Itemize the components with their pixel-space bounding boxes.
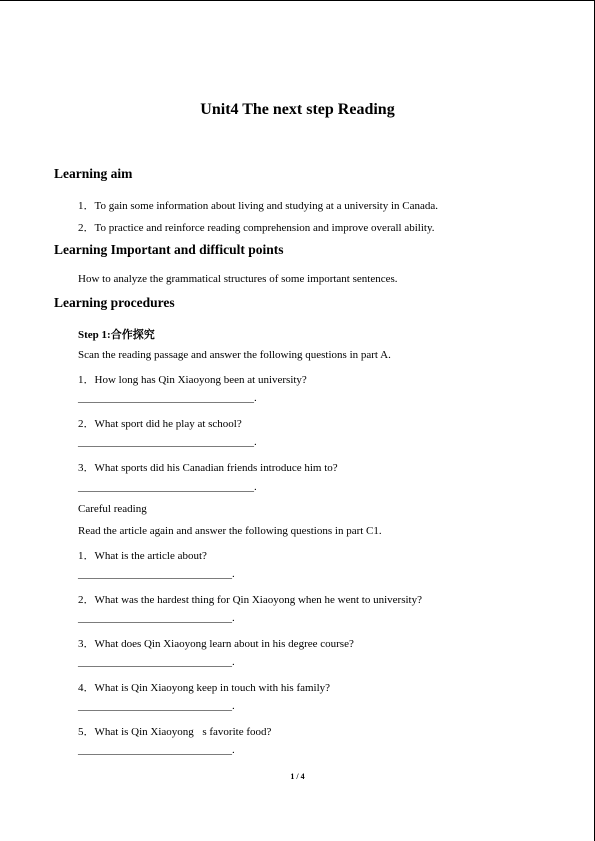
question-a-2: 2．What sport did he play at school? <box>78 418 242 430</box>
answer-blank-c1-2: ____________________________. <box>78 612 235 624</box>
important-points-text: How to analyze the grammatical structures of some important sentences. <box>78 273 398 285</box>
instruction-part-a: Scan the reading passage and answer the following questions in part A. <box>78 349 391 361</box>
instruction-part-c1: Read the article again and answer the following questions in part C1. <box>78 525 382 537</box>
answer-blank-a-2: ________________________________. <box>78 436 257 448</box>
question-c1-3: 3．What does Qin Xiaoyong learn about in his degree course? <box>78 638 354 650</box>
page-number: 1 / 4 <box>290 772 305 781</box>
step-1-chinese-label: 合作探究 <box>110 328 155 341</box>
question-c1-5: 5．What is Qin Xiaoyong s favorite food? <box>78 726 272 738</box>
learning-aim-item-2: 2．To practice and reinforce reading comprehension and improve overall ability. <box>78 222 435 234</box>
learning-procedures-heading: Learning procedures <box>54 295 175 310</box>
important-points-heading: Learning Important and difficult points <box>54 242 284 257</box>
answer-blank-a-3: ________________________________. <box>78 481 257 493</box>
page-top-border <box>0 0 595 1</box>
question-c1-2: 2．What was the hardest thing for Qin Xiaoyong when he went to university? <box>78 594 422 606</box>
answer-blank-c1-4: ____________________________. <box>78 700 235 712</box>
step-1-prefix: Step 1: <box>78 329 111 341</box>
learning-aim-heading: Learning aim <box>54 166 133 181</box>
careful-reading-label: Careful reading <box>78 503 147 515</box>
answer-blank-a-1: ________________________________. <box>78 392 257 404</box>
answer-blank-c1-1: ____________________________. <box>78 568 235 580</box>
learning-aim-item-1: 1．To gain some information about living and studying at a university in Canada. <box>78 200 439 212</box>
question-c1-1: 1．What is the article about? <box>78 550 207 562</box>
answer-blank-c1-5: ____________________________. <box>78 744 235 756</box>
question-c1-4: 4．What is Qin Xiaoyong keep in touch with his family? <box>78 682 331 694</box>
step-1-heading <box>78 326 155 342</box>
question-a-1: 1．How long has Qin Xiaoyong been at university? <box>78 374 307 386</box>
question-a-3: 3．What sports did his Canadian friends introduce him to? <box>78 462 338 474</box>
document-title: Unit4 The next step Reading <box>200 101 395 118</box>
answer-blank-c1-3: ____________________________. <box>78 656 235 668</box>
